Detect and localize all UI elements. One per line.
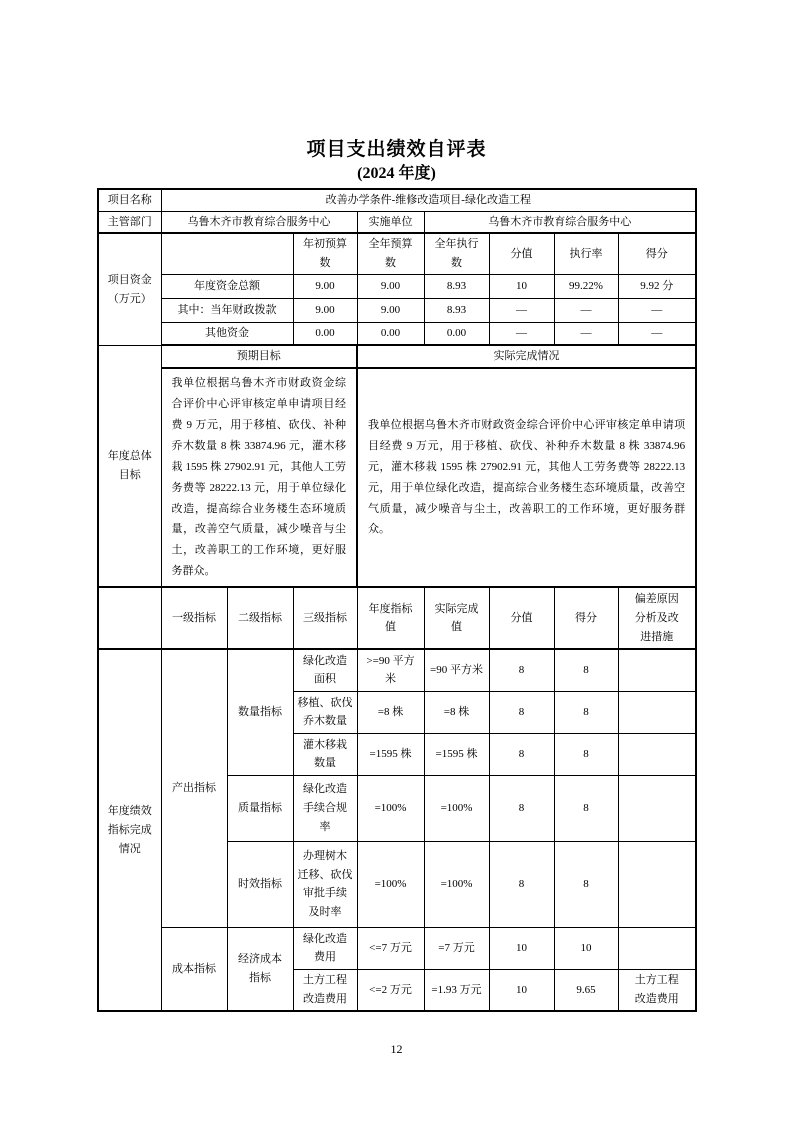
row-fiscal-appropriation [98,298,696,322]
cell-executed: 8.93 [424,298,489,322]
page-number: 12 [390,1042,403,1056]
cell-target-value: <=2 万元 [357,969,424,1011]
col-header-execution-rate: 执行率 [554,233,618,274]
col-header-annual-target: 年度指标 值 [357,587,424,649]
page-title: 项目支出绩效自评表 [306,139,487,160]
cell-project-name-label: 项目名称 [98,189,161,211]
col-header-score-value: 分值 [489,587,554,649]
cell-deviation [618,649,696,691]
cell-level2-quantity: 数量指标 [227,649,293,775]
cell-initial-budget: 0.00 [293,322,357,345]
cell-deviation [618,691,696,733]
cell-score-value: — [489,298,554,322]
cell-target-value: =100% [357,775,424,841]
col-header-actual-completion: 实际完成情况 [357,345,696,368]
cell-annual-goal-label: 年度总体 目标 [98,345,161,587]
cell-dept-value: 乌鲁木齐市教育综合服务中心 [161,211,357,233]
cell-actual-value: =100% [424,841,489,927]
cell-deviation [618,775,696,841]
cell-score: 8 [554,691,618,733]
cell-actual-value: =1595 株 [424,733,489,775]
row-project-name [98,189,696,211]
cell-initial-budget: 9.00 [293,298,357,322]
cell-score-value: 10 [489,274,554,298]
cell-score: 10 [554,927,618,969]
cell-fund-row-label: 其他资金 [161,322,293,345]
cell-target-value: =1595 株 [357,733,424,775]
cell-deviation: 土方工程 改造费用 [618,969,696,1011]
col-header-executed: 全年执行 数 [424,233,489,274]
cell-impl-unit-label: 实施单位 [357,211,424,233]
cell-deviation [618,733,696,775]
cell-actual-completion-text: 我单位根据乌鲁木齐市财政资金综合评价中心评审核定单申请项目经费 9 万元，用于移植、砍伐、补种乔木数量 8 株 33874.96 元，灌木移栽 1595 株 27902.91 元，其他人工劳务费等 28222.13 元，用于单位绿化改造，提高综合业务楼生态环境质量，改善空气质量，减少噪音与尘土，改善职工的工作环境，更好服务群众。 [357,368,696,587]
cell-score-value: 8 [489,691,554,733]
cell-deviation [618,927,696,969]
col-header-annual-budget: 全年预算 数 [357,233,424,274]
cell-target-value: =8 株 [357,691,424,733]
cell-level2-quality: 质量指标 [227,775,293,841]
row-indicator-greening-cost [98,927,696,969]
cell-score: — [618,322,696,345]
cell-target-value: =100% [357,841,424,927]
cell-funds-blank [161,233,293,274]
cell-score: 8 [554,841,618,927]
row-goal-body [98,368,696,587]
col-header-actual-value: 实际完成 值 [424,587,489,649]
cell-actual-value: =1.93 万元 [424,969,489,1011]
cell-execution-rate: 99.22% [554,274,618,298]
cell-indicator-blank [98,587,161,649]
cell-execution-rate: — [554,322,618,345]
cell-score: 8 [554,733,618,775]
cell-actual-value: =8 株 [424,691,489,733]
cell-score-value: 8 [489,649,554,691]
cell-indicator-name: 灌木移栽 数量 [293,733,357,775]
cell-score: 9.65 [554,969,618,1011]
cell-score: — [618,298,696,322]
row-goal-header [98,345,696,368]
row-department [98,211,696,233]
cell-score-value: 8 [489,733,554,775]
cell-actual-value: =7 万元 [424,927,489,969]
cell-executed: 0.00 [424,322,489,345]
cell-initial-budget: 9.00 [293,274,357,298]
col-header-level1-indicator: 一级指标 [161,587,227,649]
cell-target-value: >=90 平方 米 [357,649,424,691]
cell-score: 8 [554,775,618,841]
cell-score-value: 10 [489,927,554,969]
cell-project-name-value: 改善办学条件-维修改造项目-绿化改造工程 [161,189,696,211]
cell-annual-budget: 9.00 [357,274,424,298]
cell-indicator-name: 绿化改造 费用 [293,927,357,969]
cell-level2-timeliness: 时效指标 [227,841,293,927]
cell-level2-economic-cost: 经济成本 指标 [227,927,293,1011]
col-header-score: 得分 [618,233,696,274]
col-header-initial-budget: 年初预算 数 [293,233,357,274]
cell-execution-rate: — [554,298,618,322]
self-evaluation-table [97,188,697,1012]
cell-indicator-name: 绿化改造 手续合规 率 [293,775,357,841]
cell-score: 8 [554,649,618,691]
cell-annual-budget: 9.00 [357,298,424,322]
col-header-expected-goal: 预期目标 [161,345,357,368]
row-funds-header [98,233,696,274]
cell-dept-label: 主管部门 [98,211,161,233]
col-header-deviation: 偏差原因 分析及改 进措施 [618,587,696,649]
row-fund-total [98,274,696,298]
cell-fund-row-label: 年度资金总额 [161,274,293,298]
cell-indicators-section-label: 年度绩效 指标完成 情况 [98,649,161,1011]
col-header-level3-indicator: 三级指标 [293,587,357,649]
row-indicator-header [98,587,696,649]
cell-score-value: 8 [489,841,554,927]
col-header-score: 得分 [554,587,618,649]
cell-indicator-name: 办理树木 迁移、砍伐 审批手续 及时率 [293,841,357,927]
col-header-score-value: 分值 [489,233,554,274]
cell-score-value: — [489,322,554,345]
cell-annual-budget: 0.00 [357,322,424,345]
col-header-level2-indicator: 二级指标 [227,587,293,649]
cell-level1-cost: 成本指标 [161,927,227,1011]
page-subtitle: (2024 年度) [357,165,436,182]
row-other-funds [98,322,696,345]
cell-level1-output: 产出指标 [161,649,227,927]
cell-actual-value: =100% [424,775,489,841]
row-indicator-greening-area [98,649,696,691]
cell-indicator-name: 绿化改造 面积 [293,649,357,691]
cell-score-value: 10 [489,969,554,1011]
cell-indicator-name: 移植、砍伐 乔木数量 [293,691,357,733]
cell-score-value: 8 [489,775,554,841]
cell-expected-goal-text: 我单位根据乌鲁木齐市财政资金综合评价中心评审核定单申请项目经费 9 万元，用于移植、砍伐、补种乔木数量 8 株 33874.96 元，灌木移栽 1595 株 27902.91 元，其他人工劳务费等 28222.13 元，用于单位绿化改造，提高综合业务楼生态环境质量，改善空气质量，减少噪音与尘土，改善职工的工作环境，更好服务群众。 [161,368,357,587]
cell-actual-value: =90 平方米 [424,649,489,691]
cell-indicator-name: 土方工程 改造费用 [293,969,357,1011]
cell-impl-unit-value: 乌鲁木齐市教育综合服务中心 [424,211,696,233]
cell-score: 9.92 分 [618,274,696,298]
cell-funds-section-label: 项目资金 （万元） [98,233,161,345]
cell-target-value: <=7 万元 [357,927,424,969]
cell-executed: 8.93 [424,274,489,298]
cell-fund-row-label: 其中：当年财政拨款 [161,298,293,322]
cell-deviation [618,841,696,927]
